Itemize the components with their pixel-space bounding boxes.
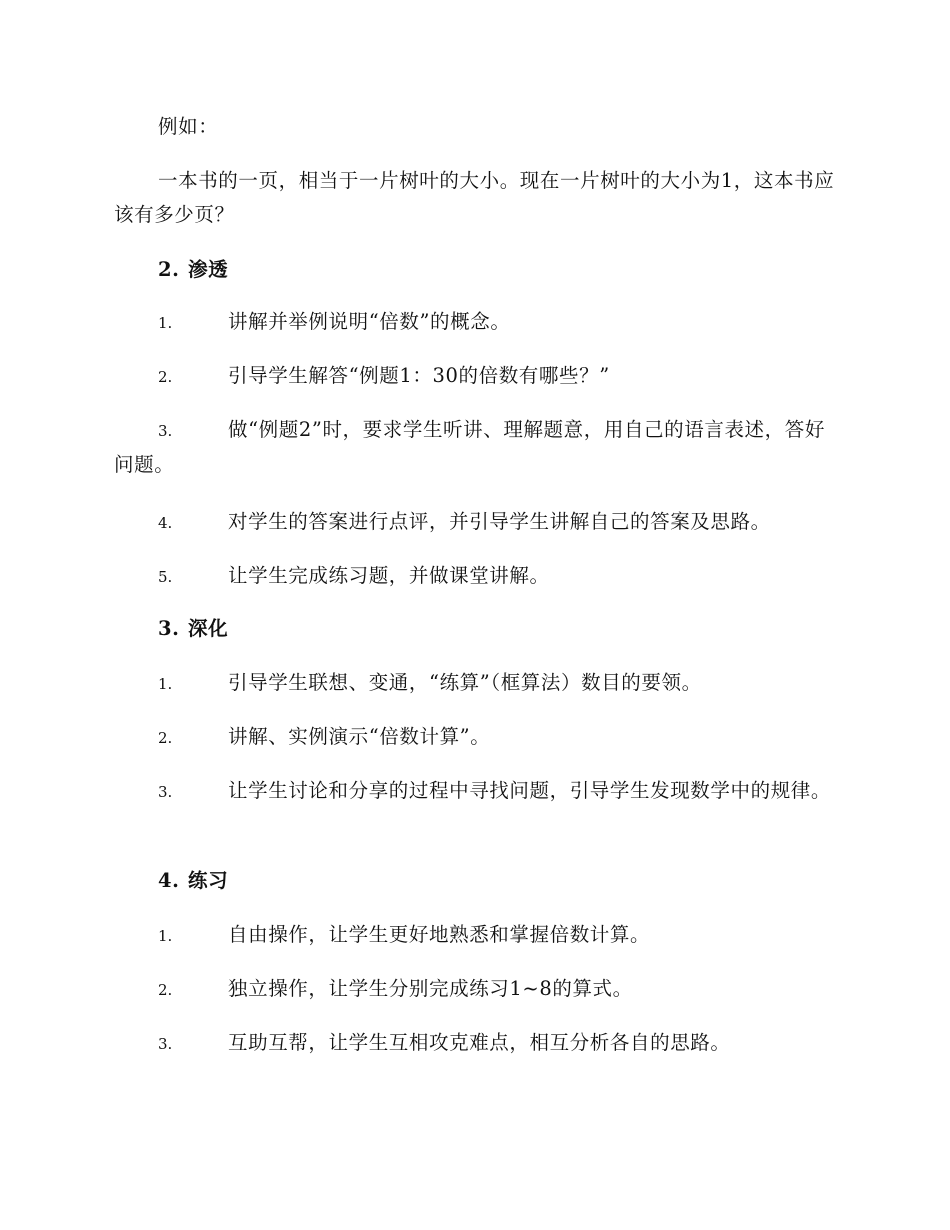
section-number: 3. (158, 617, 180, 640)
item-number: 5. (158, 568, 173, 586)
list-item (114, 413, 836, 482)
list-item (114, 559, 836, 594)
item-number: 2. (158, 981, 173, 999)
item-text: 独立操作，让学生分别完成练习1~8的算式。 (228, 977, 633, 1000)
example-label: 例如： (158, 115, 219, 138)
list-item (114, 1026, 836, 1061)
item-number: 1. (158, 675, 173, 693)
item-number: 3. (158, 1035, 173, 1053)
item-number: 4. (158, 514, 173, 532)
item-number: 2. (158, 729, 173, 747)
list-item (114, 505, 836, 540)
section-number: 4. (158, 869, 180, 892)
section-title: 深化 (188, 617, 229, 640)
list-item (114, 972, 836, 1007)
section-title: 练习 (188, 869, 229, 892)
item-number: 1. (158, 314, 173, 332)
item-text: 讲解、实例演示“倍数计算”。 (228, 725, 491, 748)
item-text: 互助互帮，让学生互相攻克难点，相互分析各自的思路。 (228, 1031, 731, 1054)
section-heading-4 (158, 866, 228, 896)
list-item (114, 305, 836, 340)
list-item (114, 666, 836, 701)
item-text: 引导学生解答“例题1：30的倍数有哪些？” (228, 364, 610, 387)
list-item (114, 918, 836, 953)
item-number: 3. (158, 422, 173, 440)
list-item (114, 774, 836, 809)
item-number: 3. (158, 783, 173, 801)
item-text: 让学生讨论和分享的过程中寻找问题，引导学生发现数学中的规律。 (228, 779, 832, 802)
item-text: 自由操作，让学生更好地熟悉和掌握倍数计算。 (228, 923, 651, 946)
item-text: 讲解并举例说明“倍数”的概念。 (228, 310, 511, 333)
item-number: 2. (158, 368, 173, 386)
item-number: 1. (158, 927, 173, 945)
item-text: 做“例题2”时，要求学生听讲、理解题意，用自己的语言表述，答好问题。 (114, 418, 825, 476)
example-text: 一本书的一页，相当于一片树叶的大小。现在一片树叶的大小为1，这本书应该有多少页？ (114, 169, 835, 226)
item-text: 对学生的答案进行点评，并引导学生讲解自己的答案及思路。 (228, 510, 771, 533)
section-heading-2 (158, 255, 228, 285)
section-title: 渗透 (188, 258, 229, 281)
list-item (114, 359, 836, 394)
section-heading-3 (158, 614, 228, 644)
item-text: 让学生完成练习题，并做课堂讲解。 (228, 564, 550, 587)
item-text: 引导学生联想、变通，“练算”（框算法）数目的要领。 (228, 671, 702, 694)
list-item (114, 720, 836, 755)
section-number: 2. (158, 258, 180, 281)
